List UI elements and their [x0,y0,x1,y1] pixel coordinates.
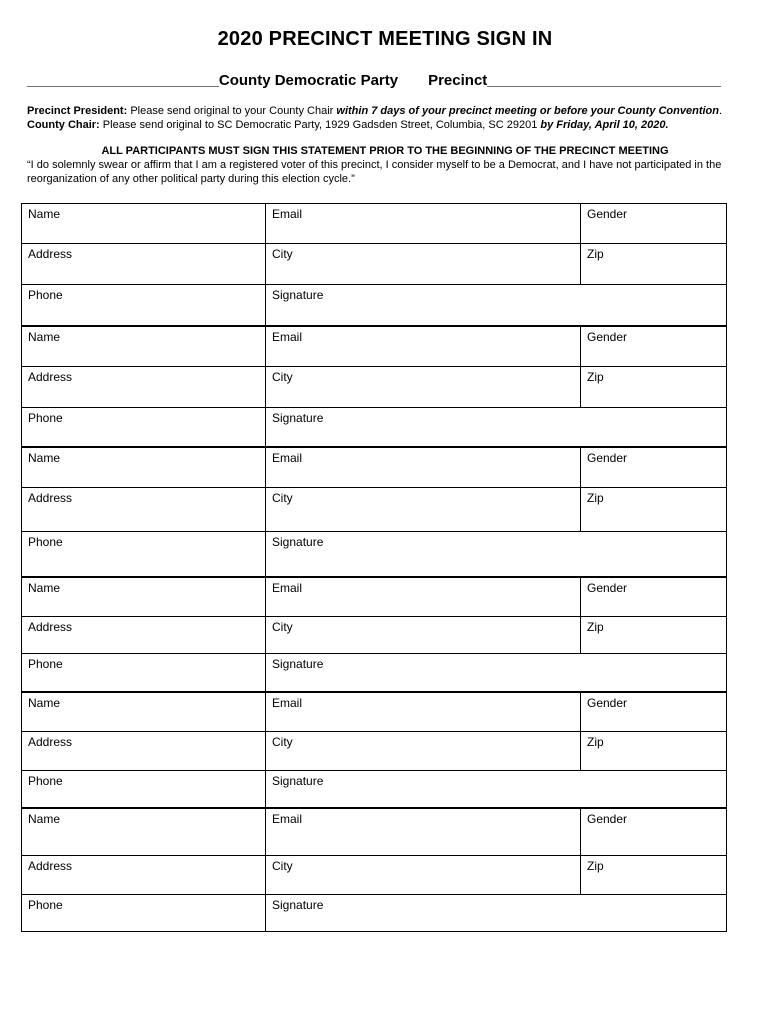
phone-signature-row [22,532,726,576]
zip-field[interactable]: Zip [587,859,604,873]
participant-entry [22,693,726,809]
signature-field[interactable]: Signature [272,774,324,788]
precinct-label: Precinct [428,72,488,89]
name-email-gender-row [22,327,726,367]
name-field[interactable]: Name [22,809,266,855]
city-field[interactable]: City [266,617,581,653]
address-city-zip-row [22,367,726,408]
signature-field[interactable]: Signature [272,411,324,425]
name-field[interactable]: Name [22,578,266,616]
precinct-president-instruction: Precinct President: Please send original to your County Chair within 7 days of your precinct meeting or before your County Convention. [27,105,723,117]
county-party-label: County Democratic Party [218,72,399,89]
name-field[interactable]: Name [22,204,266,243]
email-field[interactable]: Email [266,448,581,487]
address-city-zip-row [22,244,726,285]
sign-in-table [21,203,727,932]
address-field[interactable]: Address [22,367,266,407]
precinct-blank[interactable]: ____________________________ [487,72,721,89]
name-email-gender-row [22,448,726,488]
gender-field[interactable]: Gender [587,207,628,221]
signature-field[interactable]: Signature [272,288,324,302]
participant-entry [22,204,726,327]
zip-field[interactable]: Zip [587,620,604,634]
address-city-zip-row [22,856,726,895]
gender-field[interactable]: Gender [587,581,628,595]
name-email-gender-row [22,578,726,617]
president-deadline: within 7 days of your precinct meeting or before your County Convention [336,105,719,117]
email-field[interactable]: Email [266,578,581,616]
chair-deadline: by Friday, April 10, 2020. [540,119,669,131]
participant-entry [22,809,726,931]
city-field[interactable]: City [266,367,581,407]
gender-field[interactable]: Gender [587,330,628,344]
phone-field[interactable]: Phone [22,654,266,691]
zip-field[interactable]: Zip [587,491,604,505]
signature-field[interactable]: Signature [272,657,324,671]
phone-signature-row [22,285,726,325]
address-field[interactable]: Address [22,617,266,653]
gender-field[interactable]: Gender [587,696,628,710]
phone-signature-row [22,771,726,807]
statement-heading: ALL PARTICIPANTS MUST SIGN THIS STATEMENT PRIOR TO THE BEGINNING OF THE PRECINCT MEETING [101,145,669,157]
email-field[interactable]: Email [266,327,581,366]
zip-field[interactable]: Zip [587,370,604,384]
oath-statement: “I do solemnly swear or affirm that I am a registered voter of this precinct, I consider myself to be a Democrat, and I have not participated in the reorganization of any other political party during this election cycle.” [27,159,722,185]
address-city-zip-row [22,488,726,532]
address-field[interactable]: Address [22,856,266,894]
participant-entry [22,448,726,578]
participant-entry [22,327,726,448]
zip-field[interactable]: Zip [587,247,604,261]
address-city-zip-row [22,732,726,771]
signature-field[interactable]: Signature [272,535,324,549]
instructions [27,104,747,132]
page-title: 2020 PRECINCT MEETING SIGN IN [217,28,553,50]
county-precinct-line [27,72,737,89]
phone-field[interactable]: Phone [22,532,266,576]
phone-signature-row [22,654,726,691]
participant-entry [22,578,726,693]
phone-signature-row [22,895,726,931]
address-field[interactable]: Address [22,488,266,531]
phone-field[interactable]: Phone [22,771,266,807]
email-field[interactable]: Email [266,204,581,243]
address-city-zip-row [22,617,726,654]
zip-field[interactable]: Zip [587,735,604,749]
city-field[interactable]: City [266,488,581,531]
name-field[interactable]: Name [22,327,266,366]
address-field[interactable]: Address [22,244,266,284]
city-field[interactable]: City [266,244,581,284]
signature-field[interactable]: Signature [272,898,324,912]
email-field[interactable]: Email [266,693,581,731]
gender-field[interactable]: Gender [587,451,628,465]
county-chair-instruction: County Chair: Please send original to SC Democratic Party, 1929 Gadsden Street, Columbia, SC 29201 by Friday, April 10, 2020. [27,119,669,131]
name-email-gender-row [22,693,726,732]
gender-field[interactable]: Gender [587,812,628,826]
phone-field[interactable]: Phone [22,285,266,325]
name-email-gender-row [22,809,726,856]
address-field[interactable]: Address [22,732,266,770]
phone-signature-row [22,408,726,446]
phone-field[interactable]: Phone [22,895,266,931]
county-chair-label: County Chair: [27,119,100,131]
name-email-gender-row [22,204,726,244]
phone-field[interactable]: Phone [22,408,266,446]
county-name-blank[interactable]: _______________________ [27,72,219,89]
name-field[interactable]: Name [22,693,266,731]
city-field[interactable]: City [266,856,581,894]
city-field[interactable]: City [266,732,581,770]
email-field[interactable]: Email [266,809,581,855]
precinct-president-label: Precinct President: [27,105,128,117]
name-field[interactable]: Name [22,448,266,487]
